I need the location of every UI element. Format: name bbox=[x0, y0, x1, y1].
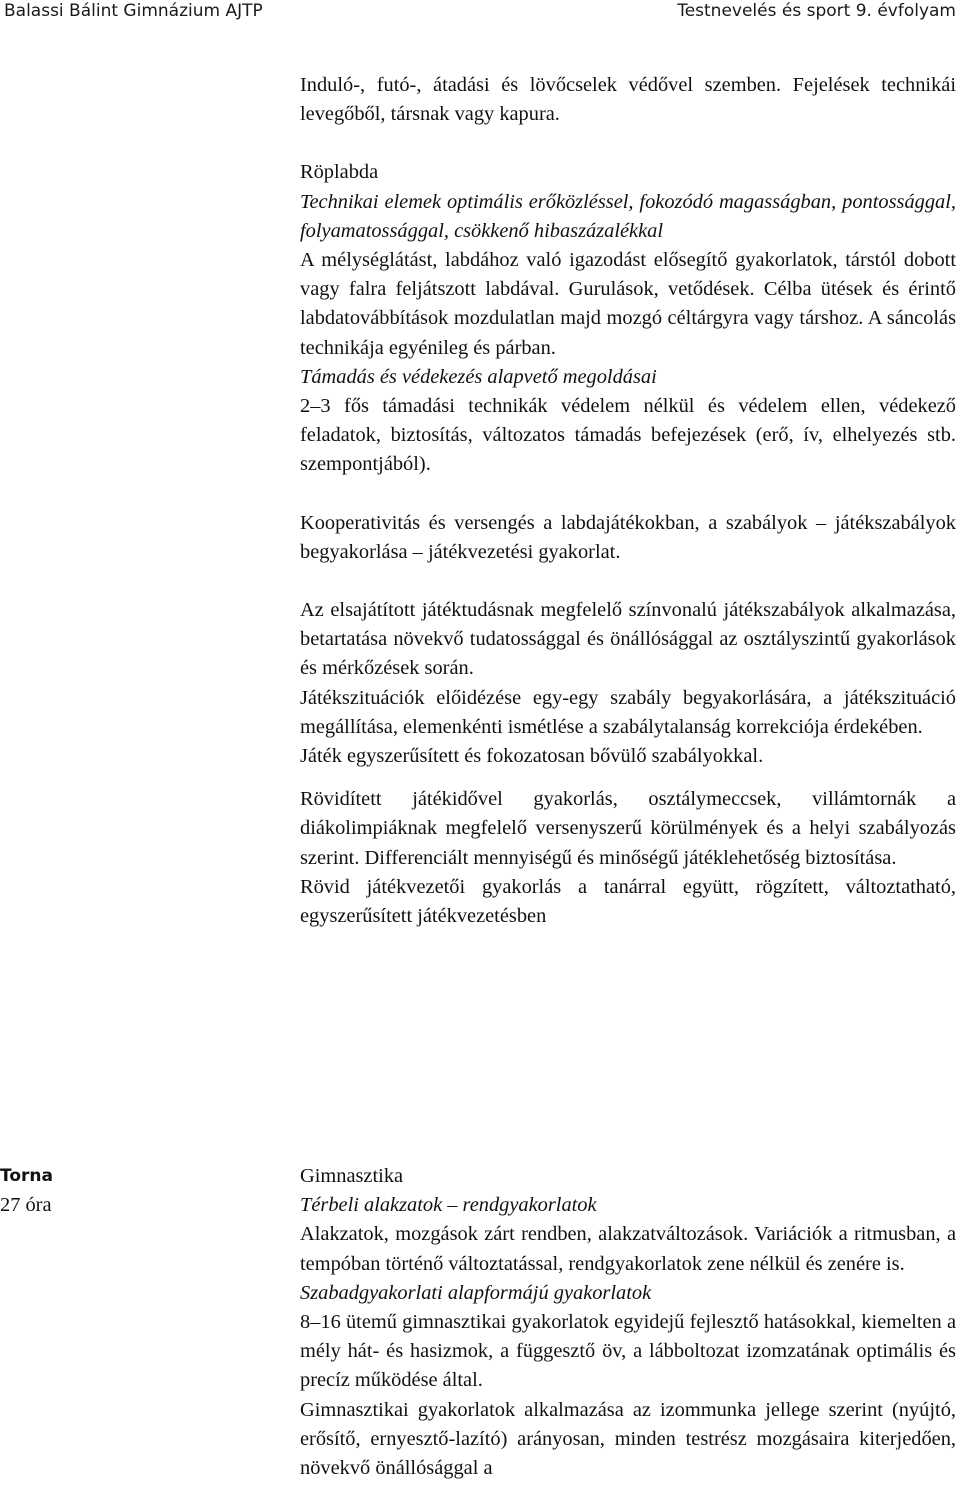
gymnastics-subtitle: Térbeli alakzatok – rendgyakorlatok bbox=[300, 1194, 597, 1217]
competition-paragraph-1: Rövidített játékidővel gyakorlás, osztálymeccsek, villámtornák a diákolimpiáknak megfelelő versenyszerű körülmények és a helyi szabályozás szerint. Differenciált mennyiségű és minőségű játéklehetőség biztosítása. bbox=[300, 788, 956, 869]
gymnastics-body: Alakzatok, mozgások zárt rendben, alakzatváltozások. Variációk a ritmusban, a tempóban történő változtatással, rendgyakorlatok zene nélkül és zenére is. bbox=[300, 1223, 956, 1275]
page-header bbox=[0, 0, 960, 28]
football-feints-paragraph: Induló-, futó-, átadási és lövőcselek védővel szemben. Fejelések technikái levegőből, társnak vagy kapura. bbox=[300, 74, 956, 126]
section-hours: 27 óra bbox=[0, 1194, 52, 1216]
volleyball-subtitle: Technikai elemek optimális erőközléssel, fokozódó magasságban, pontossággal, folyamatossággal, csökkenő hibaszázalékkal bbox=[300, 190, 956, 242]
gymnastics-body-3: Gimnasztikai gyakorlatok alkalmazása az izommunka jellege szerint (nyújtó, erősítő, ernyesztő-lazító) arányosan, minden testrész mozgásaira kiterjedően, növekvő önállósággal a bbox=[300, 1398, 956, 1480]
rules-paragraph-1: Az elsajátított játéktudásnak megfelelő színvonalú játékszabályok alkalmazása, betartatása növekvő tudatossággal és önállósággal az osztályszintű gyakorlások és mérkőzések során. bbox=[300, 599, 956, 680]
rules-paragraph-2: Játékszituációk előidézése egy-egy szabály begyakorlására, a játékszituáció megállítása, elemenkénti ismétlése a szabálytalanság korrekciója érdekében. bbox=[300, 686, 956, 738]
content-gymnastics bbox=[300, 1162, 956, 1483]
section-label bbox=[0, 1162, 240, 1220]
content-upper bbox=[300, 71, 956, 931]
gymnastics-body-2: 8‒16 ütemű gimnasztikai gyakorlatok egyidejű fejlesztő hatásokkal, kiemelten a mély hát- és hasizmok, a függesztő öv, a lábboltozat izomzatának optimális és precíz működése által. bbox=[300, 1311, 956, 1392]
gymnastics-subtitle-2: Szabadgyakorlati alapformájú gyakorlatok bbox=[300, 1281, 652, 1304]
header-school: Balassi Bálint Gimnázium AJTP bbox=[4, 1, 263, 21]
volleyball-body-2: 2‒3 fős támadási technikák védelem nélkül és védelem ellen, védekező feladatok, biztosítás, változatos támadás befejezések (erő, ív, elhelyezés stb. szempontjából). bbox=[300, 395, 956, 476]
cooperation-paragraph: Kooperativitás és versengés a labdajátékokban, a szabályok – játékszabályok begyakorlása – játékvezetési gyakorlat. bbox=[300, 511, 956, 563]
rules-paragraph-3: Játék egyszerűsített és fokozatosan bővülő szabályokkal. bbox=[300, 745, 764, 768]
volleyball-title: Röplabda bbox=[300, 161, 379, 184]
section-title: Torna bbox=[0, 1166, 53, 1186]
gymnastics-title: Gimnasztika bbox=[300, 1165, 404, 1187]
volleyball-subtitle-2: Támadás és védekezés alapvető megoldásai bbox=[300, 365, 657, 388]
header-subject: Testnevelés és sport 9. évfolyam bbox=[677, 1, 956, 21]
volleyball-body: A mélységlátást, labdához való igazodást elősegítő gyakorlatok, társtól dobott vagy falra feljátszott labdával. Gurulások, vetődések. Célba ütések és érintő labdatovábbítások mozdulatlan majd mozgó céltárgyra vagy társhoz. A sáncolás technikája egyénileg és párban. bbox=[300, 249, 956, 359]
competition-paragraph-2: Rövid játékvezetői gyakorlás a tanárral együtt, rögzített, változtatható, egyszerűsített játékvezetésben bbox=[300, 875, 956, 928]
